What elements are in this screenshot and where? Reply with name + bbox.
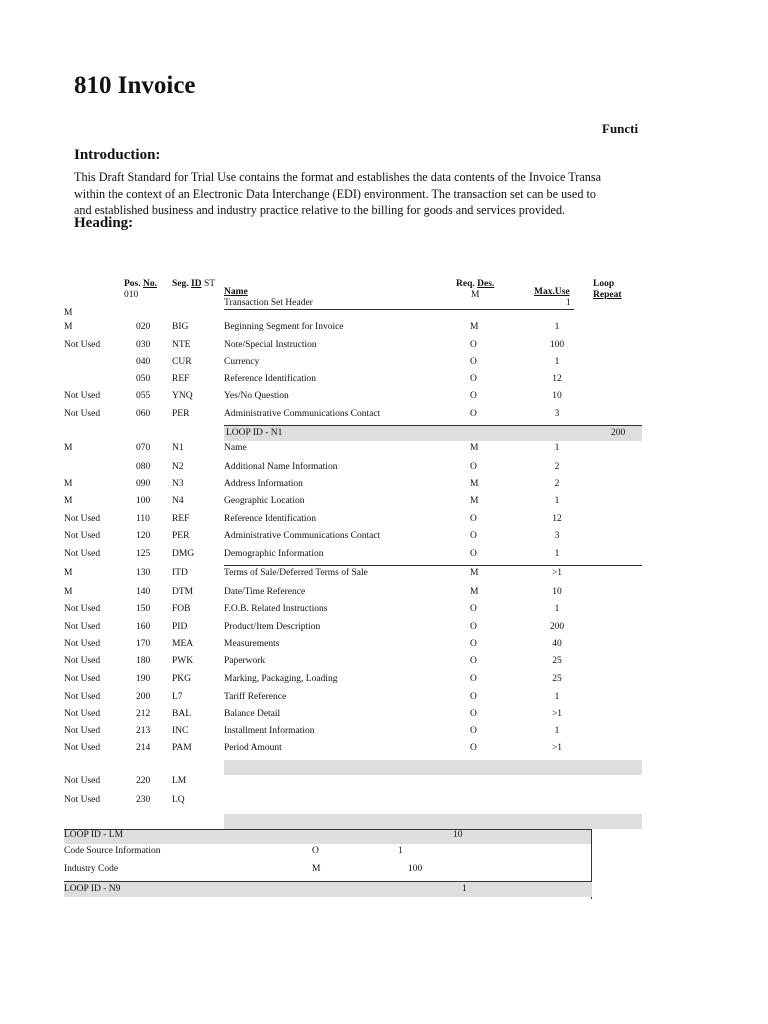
lm-line2-req: M [312, 864, 321, 874]
row-usage: Not Used [64, 514, 101, 524]
row-name: Geographic Location [224, 496, 305, 506]
row-max-use: 3 [554, 531, 560, 541]
introduction-line: within the context of an Electronic Data Interchange (EDI) environment. The transaction set can be used to [74, 186, 596, 201]
row-usage: Not Used [64, 549, 101, 559]
row-seg-id: YNQ [172, 391, 193, 401]
first-row-usage: M [64, 308, 73, 318]
segment-row [0, 565, 768, 581]
row-max-use: 1 [554, 726, 560, 736]
row-pos: 030 [136, 340, 151, 350]
segment-row [0, 740, 768, 756]
row-name: Date/Time Reference [224, 587, 306, 597]
row-max-use: 25 [552, 656, 562, 666]
segment-row [0, 476, 768, 492]
row-seg-id: INC [172, 726, 189, 736]
row-seg-id: PER [172, 531, 190, 541]
row-req-des: O [470, 604, 477, 614]
loop-n9-label: LOOP ID - N9 [64, 884, 121, 894]
loop-lm-label: LOOP ID - LM [64, 830, 124, 840]
introduction-paragraph [74, 169, 643, 219]
row-seg-id: N4 [172, 496, 184, 506]
row-seg-id: CUR [172, 357, 192, 367]
row-usage: Not Used [64, 743, 101, 753]
segment-row [0, 388, 768, 404]
row-pos: 212 [136, 709, 151, 719]
segment-row [0, 723, 768, 739]
row-name: Reference Identification [224, 514, 317, 524]
row-seg-id: NTE [172, 340, 191, 350]
row-max-use: 25 [552, 674, 562, 684]
row-max-use: 1 [554, 496, 560, 506]
row-seg-id: PWK [172, 656, 194, 666]
document-title: 810 Invoice [74, 72, 196, 99]
row-req-des: O [470, 674, 477, 684]
row-req-des: O [470, 409, 477, 419]
row-seg-id: N1 [172, 443, 184, 453]
row-req-des: M [470, 322, 479, 332]
segment-row [0, 371, 768, 387]
row-name: Period Amount [224, 743, 282, 753]
row-pos: 110 [136, 514, 150, 524]
row-usage: Not Used [64, 795, 101, 805]
row-max-use: 1 [554, 322, 560, 332]
header-rule [224, 309, 574, 310]
row-usage: Not Used [64, 604, 101, 614]
row-pos: 220 [136, 776, 151, 786]
row-pos: 230 [136, 795, 151, 805]
lm-line1-req: O [312, 846, 319, 856]
row-pos: 020 [136, 322, 151, 332]
row-req-des: O [470, 357, 477, 367]
row-pos: 040 [136, 357, 151, 367]
row-pos: 125 [136, 549, 151, 559]
row-seg-id: PER [172, 409, 190, 419]
row-name: Yes/No Question [224, 391, 289, 401]
row-req-des: O [470, 514, 477, 524]
segment-row [0, 601, 768, 617]
row-name: Measurements [224, 639, 280, 649]
row-name: Currency [224, 357, 260, 367]
col-header-pos-no: Pos. No. [124, 279, 157, 289]
segment-row [0, 493, 768, 509]
row-pos: 213 [136, 726, 151, 736]
row-pos: 150 [136, 604, 151, 614]
row-seg-id: BIG [172, 322, 189, 332]
row-name: Demographic Information [224, 549, 324, 559]
row-pos: 160 [136, 622, 151, 632]
row-max-use: 1 [554, 604, 560, 614]
row-req-des: O [470, 743, 477, 753]
row-req-des: O [470, 462, 477, 472]
row-pos: 070 [136, 443, 151, 453]
first-row-name: Transaction Set Header [224, 298, 313, 308]
loop-n1-repeat: 200 [611, 428, 626, 438]
introduction-heading: Introduction: [74, 147, 161, 163]
row-max-use: 1 [554, 549, 560, 559]
row-seg-id: N2 [172, 462, 184, 472]
row-seg-id: BAL [172, 709, 191, 719]
segment-row [0, 459, 768, 475]
row-usage: M [64, 587, 73, 597]
row-usage: Not Used [64, 622, 101, 632]
row-seg-id: LM [172, 776, 187, 786]
loop-n9-band [64, 882, 592, 897]
row-req-des: O [470, 374, 477, 384]
row-req-des: O [470, 391, 477, 401]
segment-row [0, 773, 768, 789]
row-usage: M [64, 568, 73, 578]
row-seg-id: ITD [172, 568, 188, 578]
row-pos: 214 [136, 743, 151, 753]
lm-line1-max: 1 [398, 846, 403, 856]
row-pos: 060 [136, 409, 151, 419]
segment-row [0, 546, 768, 562]
row-pos: 140 [136, 587, 151, 597]
row-name: Note/Special Instruction [224, 340, 317, 350]
row-usage: Not Used [64, 674, 101, 684]
row-max-use: 100 [549, 340, 565, 350]
row-name: Marking, Packaging, Loading [224, 674, 338, 684]
row-usage: Not Used [64, 726, 101, 736]
row-usage: Not Used [64, 656, 101, 666]
segment-row [0, 354, 768, 370]
row-seg-id: FOB [172, 604, 191, 614]
row-req-des: O [470, 549, 477, 559]
row-max-use: 2 [554, 479, 560, 489]
segment-row [0, 792, 768, 808]
row-pos: 090 [136, 479, 151, 489]
heading-section-label: Heading: [74, 215, 134, 231]
first-row-pos: 010 [124, 290, 139, 300]
col-header-repeat: Repeat [593, 290, 622, 300]
row-req-des: M [470, 443, 479, 453]
row-seg-id: PID [172, 622, 188, 632]
row-seg-id: MEA [172, 639, 194, 649]
row-name: Product/Item Description [224, 622, 321, 632]
row-max-use: 2 [554, 462, 560, 472]
row-req-des: M [470, 496, 479, 506]
col-header-seg-id: Seg. ID ST [172, 279, 216, 289]
row-seg-id: REF [172, 374, 190, 384]
segment-row [0, 584, 768, 600]
lm-line1-name: Code Source Information [64, 846, 161, 856]
row-usage: Not Used [64, 692, 101, 702]
row-name: Beginning Segment for Invoice [224, 322, 344, 332]
row-usage: M [64, 443, 73, 453]
row-max-use: 1 [554, 692, 560, 702]
col-header-req-des: Req. Des. [456, 279, 495, 289]
row-max-use: 12 [552, 514, 562, 524]
segment-row [0, 706, 768, 722]
row-usage: Not Used [64, 639, 101, 649]
row-name: Paperwork [224, 656, 266, 666]
row-name: Reference Identification [224, 374, 317, 384]
first-row-max: 1 [566, 298, 571, 308]
row-max-use: >1 [551, 568, 563, 578]
row-req-des: O [470, 340, 477, 350]
first-row-req: M [471, 290, 480, 300]
segment-row [0, 636, 768, 652]
loop-lm-box-top [64, 829, 592, 830]
row-pos: 190 [136, 674, 151, 684]
segment-row [0, 406, 768, 422]
row-max-use: 1 [554, 357, 560, 367]
row-max-use: 3 [554, 409, 560, 419]
row-req-des: M [470, 587, 479, 597]
row-pos: 200 [136, 692, 151, 702]
row-pos: 055 [136, 391, 151, 401]
row-usage: M [64, 322, 73, 332]
row-seg-id: DMG [172, 549, 195, 559]
row-usage: Not Used [64, 391, 101, 401]
row-pos: 100 [136, 496, 151, 506]
row-name: Address Information [224, 479, 303, 489]
row-usage: M [64, 479, 73, 489]
segment-row [0, 337, 768, 353]
lm-line2-max: 100 [408, 864, 423, 874]
segment-row [0, 671, 768, 687]
row-usage: Not Used [64, 409, 101, 419]
col-header-name: Name [224, 287, 248, 297]
row-name: Additional Name Information [224, 462, 338, 472]
segment-row [0, 528, 768, 544]
row-name: Terms of Sale/Deferred Terms of Sale [224, 568, 368, 578]
segment-row [0, 619, 768, 635]
row-name: F.O.B. Related Instructions [224, 604, 328, 614]
row-name: Administrative Communications Contact [224, 409, 381, 419]
row-max-use: 40 [552, 639, 562, 649]
row-req-des: M [470, 568, 479, 578]
row-name: Installment Information [224, 726, 315, 736]
row-seg-id: REF [172, 514, 190, 524]
row-seg-id: N3 [172, 479, 184, 489]
segment-row [0, 511, 768, 527]
row-req-des: M [470, 479, 479, 489]
segment-row [0, 440, 768, 456]
row-req-des: O [470, 709, 477, 719]
row-req-des: O [470, 692, 477, 702]
row-pos: 130 [136, 568, 151, 578]
lm-line2-name: Industry Code [64, 864, 119, 874]
row-name: Administrative Communications Contact [224, 531, 381, 541]
loop-lm-repeat: 10 [453, 830, 463, 840]
row-max-use: >1 [551, 709, 563, 719]
row-pos: 170 [136, 639, 151, 649]
segment-row [0, 319, 768, 335]
introduction-line: This Draft Standard for Trial Use contains the format and establishes the data contents of the Invoice Transa [74, 170, 601, 184]
row-seg-id: L7 [172, 692, 183, 702]
row-seg-id: LQ [172, 795, 185, 805]
row-max-use: 12 [552, 374, 562, 384]
row-usage: Not Used [64, 340, 101, 350]
row-seg-id: DTM [172, 587, 194, 597]
col-header-loop: Loop [593, 279, 615, 289]
row-usage: Not Used [64, 531, 101, 541]
introduction-line: and established business and industry practice relative to the billing for goods and services provided. [74, 203, 566, 217]
segment-row [0, 653, 768, 669]
row-req-des: O [470, 531, 477, 541]
loop-band-empty [224, 814, 642, 829]
row-max-use: 10 [552, 587, 562, 597]
row-req-des: O [470, 726, 477, 736]
row-name: Balance Detail [224, 709, 281, 719]
row-seg-id: PAM [172, 743, 192, 753]
row-pos: 080 [136, 462, 151, 472]
row-pos: 050 [136, 374, 151, 384]
first-row-seg: ST [203, 279, 216, 289]
loop-lm-box-header [64, 829, 592, 844]
loop-n1-top-rule [224, 425, 642, 426]
row-name: Name [224, 443, 247, 453]
segment-row [0, 689, 768, 705]
row-max-use: 1 [554, 443, 560, 453]
row-req-des: O [470, 656, 477, 666]
row-pos: 120 [136, 531, 151, 541]
loop-n9-top-rule [64, 881, 592, 882]
row-pos: 180 [136, 656, 151, 666]
row-req-des: O [470, 622, 477, 632]
row-seg-id: PKG [172, 674, 192, 684]
row-name: Tariff Reference [224, 692, 287, 702]
col-header-max-use: Max.Use [534, 287, 570, 297]
row-usage: Not Used [64, 776, 101, 786]
loop-n1-label: LOOP ID - N1 [226, 428, 283, 438]
row-usage: Not Used [64, 709, 101, 719]
row-max-use: 10 [552, 391, 562, 401]
row-max-use: >1 [551, 743, 563, 753]
loop-n1-band [224, 426, 642, 441]
row-max-use: 200 [549, 622, 565, 632]
row-req-des: O [470, 639, 477, 649]
functional-group-label: Functi [602, 121, 639, 136]
loop-n9-repeat: 1 [462, 884, 467, 894]
row-usage: M [64, 496, 73, 506]
